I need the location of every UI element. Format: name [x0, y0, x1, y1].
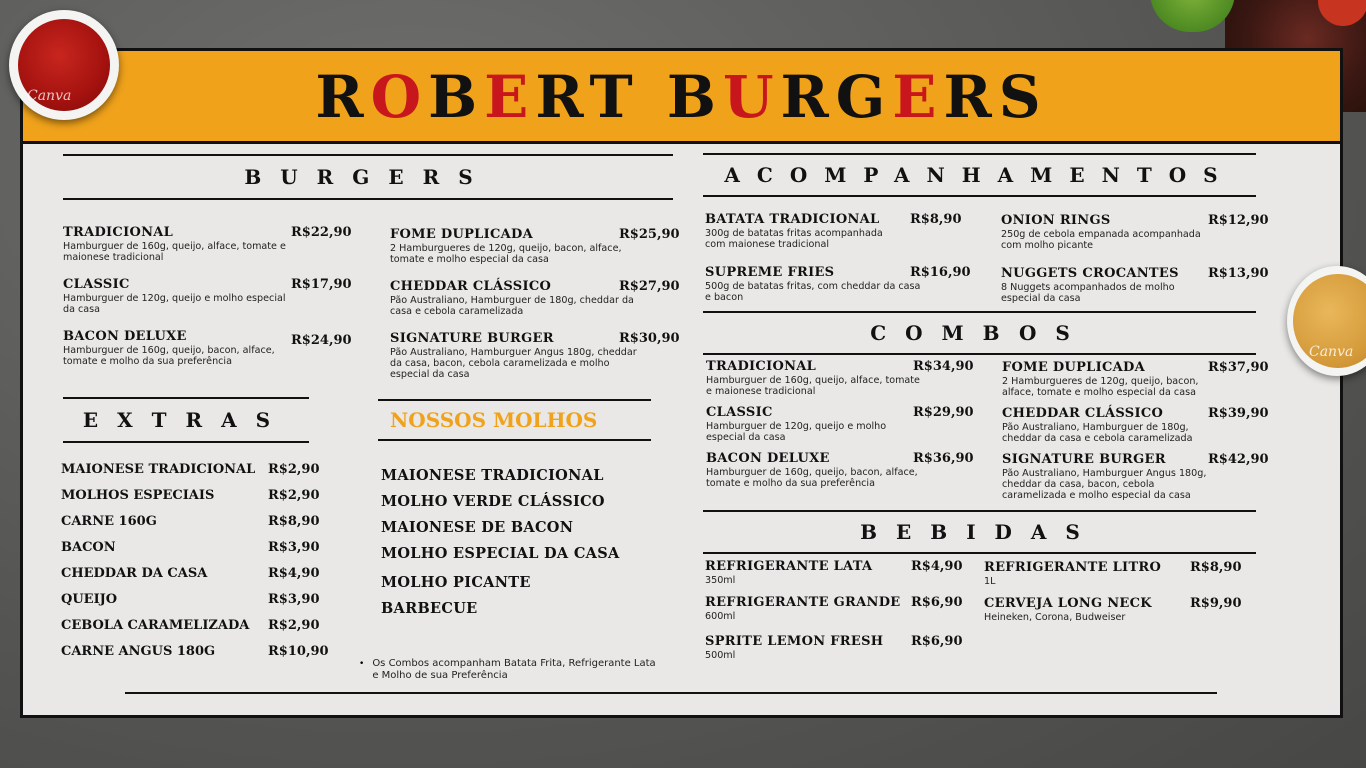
restaurant-title: [315, 63, 1047, 131]
drink-item-price: R$4,90: [911, 559, 963, 574]
extra-item-price: R$3,90: [268, 540, 320, 555]
side-item-name: NUGGETS CROCANTES: [1001, 266, 1179, 281]
molhos-heading: [378, 399, 651, 441]
burger-item-name: SIGNATURE BURGER: [390, 331, 554, 346]
combo-note-text: Os Combos acompanham Batata Frita, Refrigerante Lata e Molho de sua Preferência: [372, 658, 656, 681]
sauce-item: MAIONESE DE BACON: [381, 519, 574, 536]
sauce-item: BARBECUE: [381, 600, 478, 617]
combos-heading: [703, 311, 1256, 355]
side-item-desc: 500g de batatas fritas, com cheddar da casa e bacon: [705, 281, 921, 303]
bottom-divider: [125, 692, 1217, 694]
combo-item-price: R$42,90: [1208, 452, 1269, 467]
combo-note: [359, 658, 659, 682]
bebidas-heading-text: BEBIDAS: [860, 520, 1099, 544]
title-letter: R: [315, 63, 371, 131]
extra-item-name: CHEDDAR DA CASA: [61, 566, 208, 581]
drink-item-price: R$9,90: [1190, 596, 1242, 611]
side-item-name: BATATA TRADICIONAL: [705, 212, 880, 227]
extra-item-price: R$2,90: [268, 462, 320, 477]
combo-item-name: TRADICIONAL: [706, 359, 817, 374]
extra-item-name: CARNE 160G: [61, 514, 157, 529]
extra-item-name: BACON: [61, 540, 116, 555]
combo-item-desc: 2 Hamburgueres de 120g, queijo, bacon, alface, tomate e molho especial da casa: [1002, 376, 1199, 398]
combo-item-desc: Pão Australiano, Hamburguer de 180g, cheddar da casa e cebola caramelizada: [1002, 422, 1193, 444]
extras-heading: [63, 397, 309, 443]
drink-item-name: CERVEJA LONG NECK: [984, 596, 1152, 611]
burger-item-price: R$25,90: [619, 227, 680, 242]
combo-item-name: FOME DUPLICADA: [1002, 360, 1145, 375]
sauce-item: MOLHO PICANTE: [381, 574, 531, 591]
side-item-desc: 8 Nuggets acompanhados de molho especial da casa: [1001, 282, 1175, 304]
extra-item-name: CARNE ANGUS 180G: [61, 644, 216, 659]
sauce-item: MAIONESE TRADICIONAL: [381, 467, 604, 484]
extra-item-name: QUEIJO: [61, 592, 118, 607]
combo-item-desc: Pão Australiano, Hamburguer Angus 180g, cheddar da casa, bacon, cebola caramelizada e molho especial da casa: [1002, 468, 1207, 501]
combo-item-name: CLASSIC: [706, 405, 773, 420]
burger-item-desc: 2 Hamburgueres de 120g, queijo, bacon, alface, tomate e molho especial da casa: [390, 243, 622, 265]
title-letter: [640, 63, 667, 131]
burger-item-price: R$22,90: [291, 225, 352, 240]
menu-board: [20, 48, 1343, 718]
side-item-name: SUPREME FRIES: [705, 265, 835, 280]
combo-item-desc: Hamburguer de 160g, queijo, alface, tomate e maionese tradicional: [706, 375, 920, 397]
lettuce-leaf: [1150, 0, 1235, 32]
sauce-item: MOLHO VERDE CLÁSSICO: [381, 493, 605, 510]
combo-item-desc: Hamburguer de 120g, queijo e molho especial da casa: [706, 421, 887, 443]
extra-item-price: R$10,90: [268, 644, 329, 659]
drink-item-desc: 1L: [984, 576, 996, 587]
extra-item-name: MAIONESE TRADICIONAL: [61, 462, 256, 477]
burgers-heading-text: BURGERS: [244, 165, 492, 189]
drink-item-price: R$6,90: [911, 634, 963, 649]
acompanhamentos-heading-text: ACOMPANHAMENTOS: [724, 163, 1235, 187]
side-item-price: R$12,90: [1208, 213, 1269, 228]
combo-item-name: CHEDDAR CLÁSSICO: [1002, 406, 1164, 421]
burger-item-price: R$24,90: [291, 333, 352, 348]
ketchup-bowl: [9, 10, 119, 120]
combo-item-price: R$34,90: [913, 359, 974, 374]
title-letter: R: [535, 63, 590, 131]
burger-item-name: TRADICIONAL: [63, 225, 174, 240]
side-item-price: R$13,90: [1208, 266, 1269, 281]
drink-item-desc: Heineken, Corona, Budweiser: [984, 612, 1126, 623]
title-banner: [23, 51, 1340, 144]
combo-item-name: SIGNATURE BURGER: [1002, 452, 1166, 467]
drink-item-name: REFRIGERANTE GRANDE: [705, 595, 901, 610]
burger-item-desc: Hamburguer de 160g, queijo, alface, tomate e maionese tradicional: [63, 241, 286, 263]
burger-item-name: BACON DELUXE: [63, 329, 187, 344]
watermark-text: Canva: [27, 88, 72, 104]
combo-item-price: R$37,90: [1208, 360, 1269, 375]
combo-item-name: BACON DELUXE: [706, 451, 830, 466]
combo-item-price: R$36,90: [913, 451, 974, 466]
bebidas-heading: [703, 510, 1256, 554]
burger-item-desc: Pão Australiano, Hamburguer de 180g, cheddar da casa e cebola caramelizada: [390, 295, 634, 317]
extras-heading-text: EXTRAS: [82, 408, 290, 432]
burger-item-desc: Hamburguer de 120g, queijo e molho especial da casa: [63, 293, 286, 315]
extra-item-price: R$2,90: [268, 618, 320, 633]
burger-item-price: R$17,90: [291, 277, 352, 292]
title-letter: O: [370, 63, 429, 131]
drink-item-desc: 350ml: [705, 575, 736, 586]
drink-item-name: SPRITE LEMON FRESH: [705, 634, 884, 649]
side-item-desc: 300g de batatas fritas acompanhada com maionese tradicional: [705, 228, 883, 250]
burger-item-price: R$30,90: [619, 331, 680, 346]
title-letter: G: [835, 63, 893, 131]
sauce-item: MOLHO ESPECIAL DA CASA: [381, 545, 620, 562]
title-letter: B: [428, 63, 485, 131]
title-letter: T: [589, 63, 640, 131]
combo-item-desc: Hamburguer de 160g, queijo, bacon, alface, tomate e molho da sua preferência: [706, 467, 918, 489]
title-letter: E: [892, 63, 944, 131]
combo-item-price: R$29,90: [913, 405, 974, 420]
watermark-text-2: Canva: [1309, 344, 1354, 360]
extra-item-price: R$4,90: [268, 566, 320, 581]
side-item-desc: 250g de cebola empanada acompanhada com molho picante: [1001, 229, 1201, 251]
extra-item-price: R$8,90: [268, 514, 320, 529]
title-letter: R: [943, 63, 999, 131]
title-letter: U: [722, 63, 781, 131]
molhos-heading-text: NOSSOS MOLHOS: [390, 408, 598, 432]
burger-item-name: CLASSIC: [63, 277, 130, 292]
drink-item-name: REFRIGERANTE LATA: [705, 559, 873, 574]
burger-item-name: CHEDDAR CLÁSSICO: [390, 279, 552, 294]
drink-item-desc: 500ml: [705, 650, 736, 661]
title-letter: E: [484, 63, 536, 131]
title-letter: S: [998, 63, 1048, 131]
bullet-icon: •: [359, 659, 365, 669]
extra-item-price: R$2,90: [268, 488, 320, 503]
combo-item-price: R$39,90: [1208, 406, 1269, 421]
burger-item-desc: Pão Australiano, Hamburguer Angus 180g, cheddar da casa, bacon, cebola caramelizada e molho especial da casa: [390, 347, 637, 380]
burger-item-name: FOME DUPLICADA: [390, 227, 533, 242]
drink-item-price: R$6,90: [911, 595, 963, 610]
burgers-heading: [63, 154, 673, 200]
burger-item-desc: Hamburguer de 160g, queijo, bacon, alface, tomate e molho da sua preferência: [63, 345, 275, 367]
extra-item-name: MOLHOS ESPECIAIS: [61, 488, 215, 503]
extra-item-price: R$3,90: [268, 592, 320, 607]
burger-item-price: R$27,90: [619, 279, 680, 294]
drink-item-desc: 600ml: [705, 611, 736, 622]
side-item-price: R$16,90: [910, 265, 971, 280]
title-letter: B: [666, 63, 723, 131]
drink-item-price: R$8,90: [1190, 560, 1242, 575]
side-item-name: ONION RINGS: [1001, 213, 1111, 228]
extra-item-name: CEBOLA CARAMELIZADA: [61, 618, 250, 633]
drink-item-name: REFRIGERANTE LITRO: [984, 560, 1162, 575]
combos-heading-text: COMBOS: [870, 321, 1089, 345]
acompanhamentos-heading: [703, 153, 1256, 197]
side-item-price: R$8,90: [910, 212, 962, 227]
title-letter: R: [780, 63, 836, 131]
